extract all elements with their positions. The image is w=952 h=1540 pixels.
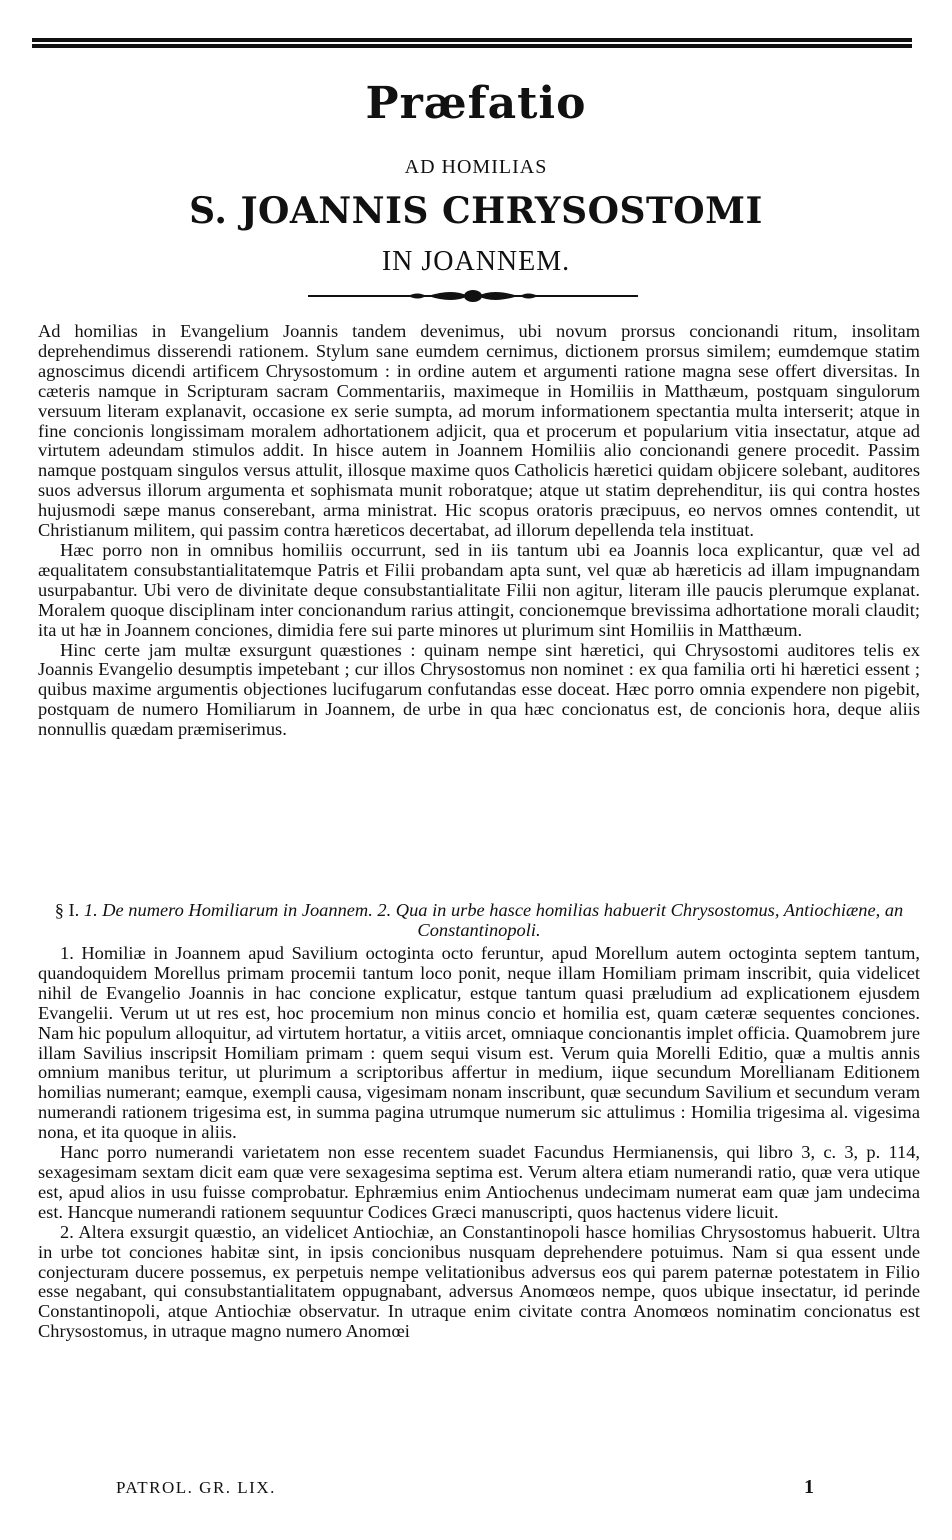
page-number: 1 — [804, 1476, 814, 1498]
paragraph: Hæc porro non in omnibus homiliis occurrunt, sed in iis tantum ubi ea Joannis loca explicantur, quæ vel ad æqualitatem consubstantialitatemque Patris et Filii probandam apta sunt, vel quæ ab hæreticis ad illam impugnandam usurpabantur. Ubi vero de divinitate deque consubstantialitate Filii non agitur, literam ille paucis plerumque explanat. Moralem quoque disciplinam inter concionandum rarius attingit, concionemque brevissima adhortatione morali claudit; ita ut hæ in Joannem conciones, dimidia fere sui parte minores ut plurimum sint Homiliis in Matthæum. — [38, 539, 920, 640]
subtitle-author: S. JOANNIS CHRYSOSTOMI — [189, 190, 763, 232]
footer-signature: PATROL. GR. LIX. — [116, 1478, 276, 1497]
ornament-divider — [308, 288, 638, 304]
top-rule — [32, 38, 912, 50]
paragraph: Ad homilias in Evangelium Joannis tandem devenimus, ubi novum prorsus concionandi ritum, insolitam deprehendimus disserendi rationem. Stylum sane eumdem cernimus, dictionem prorsus similem; eumdemque statim agnoscimus dicendi artificem Chrysostomum : in ordine autem et argumenti ratione magna sese offert diversitas. In cæteris namque in Scripturam sacram Commentariis, maximeque in Homiliis in Matthæum, postquam singulorum versuum literam explanavit, occasione ex serie sumpta, ad morum informationem spectantia multa interserit; atque in fine concionis longissimam moralem adhortationem adjicit, qua et procerum et popularium vitia insectatur, atque ad virtutem adeundam stimulos addit. In hisce autem in Joannem Homiliis alio concionandi genere procedit. Passim namque postquam singulos versus attulit, illosque maxime quos Catholicis hæretici quidam objicere solebant, auditores suos adversus illorum argumenta et sophismata munit roboratque; atque ut statim deprehenditur, iis qui contra hostes hujusmodi sæpe manus conserebant, arma ministrat. Hic scopus oratoris præcipuus, eo nervos omnes contendit, ut Christianum militem, qui passim contra hæreticos decertabat, ad illorum depellenda tela instituat. — [38, 321, 920, 541]
section-title: 1. De numero Homiliarum in Joannem. 2. Qua in urbe hasce homilias habuerit Chrysostomus, Antiochiæne, an Constantinopoli. — [83, 900, 904, 940]
paragraph: Hanc porro numerandi varietatem non esse recentem suadet Facundus Hermianensis, qui libro 3, c. 3, p. 114, sexagesimam sextam dicit eam quæ vere sexagesima septima est. Verum altera etiam numerandi ratio, quæ vera utique est, apud alios in usu fuisse comprobatur. Ephræmius enim Antiochenus undecimam numerat eam quæ jam undecima est. Hancque numerandi rationem sequuntur Codices Græci manuscripti, quos hactenus videre licuit. — [38, 1142, 920, 1222]
page-title: Præfatio — [365, 78, 587, 129]
section-number: § I. — [54, 900, 80, 920]
section-text — [38, 944, 920, 1342]
paragraph: 1. Homiliæ in Joannem apud Savilium octoginta octo feruntur, apud Morellum autem octoginta septem tantum, quandoquidem Morellus primam procemii tantum loco ponit, neque illam Homiliam primam inscribit, quia videlicet nihil de Evangelio Joannis in hac concione explicatur, estque tantum quasi præludium ad explicationem ejusdem Evangelii. Verum ut ut res est, hoc procemium non minus concio et homilia est, quam cæteræ sequentes conciones. Nam hic populum alloquitur, ad virtutem hortatur, a vitiis arcet, omniaque concionantis implet officia. Quamobrem jure illam Savilius inscripsit Homiliam primam : quem sequi visum est. Verum quia Morelli Editio, quæ a multis annis omnium manibus teritur, ut plurimum a scriptoribus affertur in medium, iique secundum Morellianam Editionem homilias numerant; eamque, exempli causa, vigesimam nonam inscribunt, quæ secundum Savilium et secundum veram numerandi rationem trigesima est, in summa pagina utrumque numerum sic attulimus : Homilia trigesima al. vigesima nona, et ita quoque in aliis. — [38, 943, 920, 1143]
subtitle-ad-homilias: AD HOMILIAS — [404, 156, 548, 178]
subtitle-in-joannem: IN JOANNEM. — [381, 246, 571, 277]
paragraph: Hinc certe jam multæ exsurgunt quæstiones : quinam nempe sint hæretici, qui Chrysostomi auditores telis ex Joannis Evangelio desumptis impetebant ; cur illos Chrysostomus non nominet : ex qua familia orti hi hæretici essent ; quibus maxime argumentis objectiones lucifugarum confutandas esse doceat. Hæc porro omnia expendere non pigebit, postquam de numero Homiliarum in Joannem, de urbe in qua hæc concionatus est, de concionis hora, deque aliis nonnullis quædam præmiserimus. — [38, 639, 920, 740]
intro-text — [38, 322, 920, 740]
paragraph: 2. Altera exsurgit quæstio, an videlicet Antiochiæ, an Constantinopoli hasce homilias Chrysostomus habuerit. Ultra in urbe tot conciones habitæ sint, in ipsis concionibus nusquam deprehendere potuimus. Nam si qua essent unde conjecturam ducere possemus, ex perpetuis nempe velitationibus adversus eos qui parem paternæ potestatem in Filio esse negabant, qui consubstantialitatem oppugnabant, adversus Anomœos nempe, quos ubique insectatur, id perinde Constantinopoli, atque Antiochiæ observatur. In utraque enim civitate contra Anomœos nominatim concionatus est Chrysostomus, in utraque magno numero Anomœi — [38, 1221, 920, 1342]
section-heading — [38, 900, 920, 940]
